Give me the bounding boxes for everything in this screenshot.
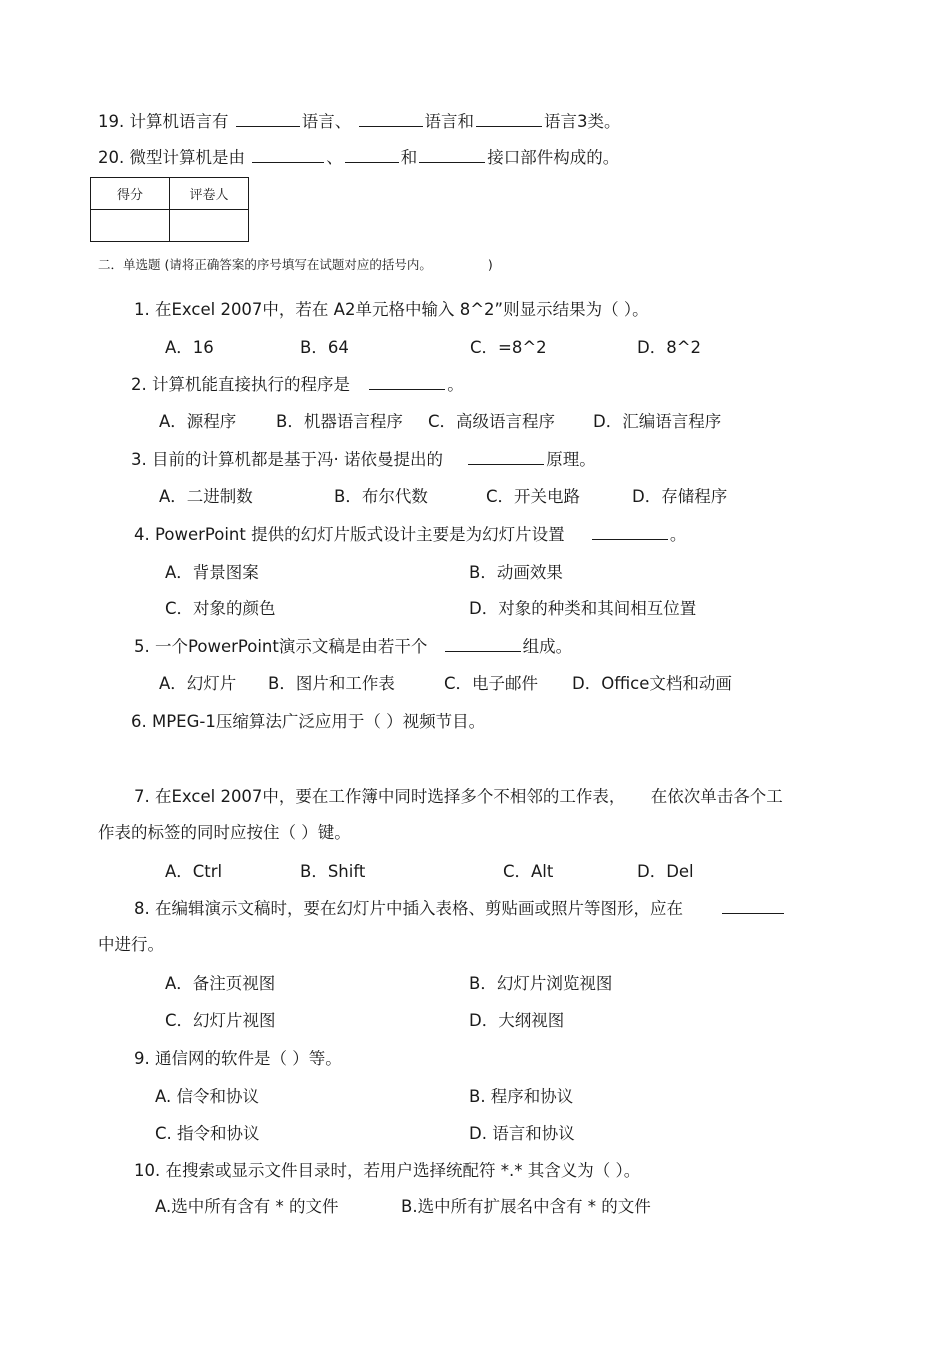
score-header: 得分: [91, 178, 170, 210]
option-d[interactable]: D．Office文档和动画: [572, 674, 732, 693]
question-20: 20. 微型计算机是由 、 和 接口部件构成的。: [98, 148, 620, 167]
option-b[interactable]: B．图片和工作表: [268, 674, 395, 693]
option-a[interactable]: A. 信令和协议: [155, 1087, 259, 1106]
question-8-line-2: 中进行。: [98, 935, 164, 954]
option-d[interactable]: D．8^2: [637, 338, 702, 357]
answer-blank[interactable]: [592, 538, 668, 540]
score-table: [90, 177, 249, 242]
option-a[interactable]: A.选中所有含有 * 的文件: [155, 1197, 339, 1216]
option-c[interactable]: C．高级语言程序: [428, 412, 556, 431]
section-title: 二．单选题 (请将正确答案的序号填写在试题对应的括号内。 ): [98, 257, 493, 272]
question-4: 4. PowerPoint 提供的幻灯片版式设计主要是为幻灯片设置 。: [134, 525, 687, 544]
question-7-line-2: 作表的标签的同时应按住（ ）键。: [98, 823, 351, 842]
answer-blank[interactable]: [419, 161, 485, 163]
option-b[interactable]: B．布尔代数: [334, 487, 428, 506]
option-c[interactable]: C．=8^2: [470, 338, 547, 357]
option-a[interactable]: A．备注页视图: [165, 974, 276, 993]
option-c[interactable]: C．Alt: [503, 862, 554, 881]
option-b[interactable]: B．64: [300, 338, 349, 357]
question-7-line-1: 7. 在Excel 2007中，要在工作簿中同时选择多个不相邻的工作表， 在依次单击各个工: [134, 787, 783, 806]
option-a[interactable]: A．源程序: [159, 412, 237, 431]
question-19: 19. 计算机语言有 语言、 语言和 语言3类。: [98, 112, 621, 131]
option-b[interactable]: B．Shift: [300, 862, 366, 881]
option-b[interactable]: B.选中所有扩展名中含有 * 的文件: [401, 1197, 651, 1216]
option-c[interactable]: C．幻灯片视图: [165, 1011, 276, 1030]
option-b[interactable]: B. 程序和协议: [469, 1087, 574, 1106]
answer-blank[interactable]: [252, 161, 324, 163]
option-b[interactable]: B．幻灯片浏览视图: [469, 974, 613, 993]
answer-blank[interactable]: [236, 125, 300, 127]
option-c[interactable]: C．对象的颜色: [165, 599, 276, 618]
option-d[interactable]: D．汇编语言程序: [593, 412, 722, 431]
grader-header: 评卷人: [170, 178, 249, 210]
option-d[interactable]: D．Del: [637, 862, 694, 881]
question-2: 2. 计算机能直接执行的程序是 。: [131, 375, 464, 394]
answer-blank[interactable]: [476, 125, 542, 127]
answer-blank[interactable]: [468, 463, 544, 465]
question-10: 10. 在搜索或显示文件目录时，若用户选择统配符 *.* 其含义为（ ）。: [134, 1161, 641, 1180]
option-c[interactable]: C．电子邮件: [444, 674, 539, 693]
option-a[interactable]: A．16: [165, 338, 214, 357]
option-c[interactable]: C. 指令和协议: [155, 1124, 260, 1143]
question-9: 9. 通信网的软件是（ ）等。: [134, 1049, 342, 1068]
option-a[interactable]: A．Ctrl: [165, 862, 223, 881]
option-b[interactable]: B．动画效果: [469, 563, 563, 582]
option-d[interactable]: D. 语言和协议: [469, 1124, 575, 1143]
answer-blank[interactable]: [359, 125, 423, 127]
option-a[interactable]: A．背景图案: [165, 563, 259, 582]
option-d[interactable]: D．存储程序: [632, 487, 728, 506]
option-b[interactable]: B．机器语言程序: [276, 412, 403, 431]
question-3: 3. 目前的计算机都是基于冯· 诺依曼提出的 原理。: [131, 450, 596, 469]
option-a[interactable]: A．幻灯片: [159, 674, 237, 693]
score-cell[interactable]: [91, 210, 170, 242]
option-c[interactable]: C．开关电路: [486, 487, 581, 506]
answer-blank[interactable]: [445, 650, 521, 652]
option-d[interactable]: D．大纲视图: [469, 1011, 565, 1030]
answer-blank[interactable]: [369, 388, 445, 390]
option-d[interactable]: D．对象的种类和其间相互位置: [469, 599, 697, 618]
question-5: 5. 一个PowerPoint演示文稿是由若干个 组成。: [134, 637, 573, 656]
answer-blank[interactable]: [722, 912, 784, 914]
grader-cell[interactable]: [170, 210, 249, 242]
question-6: 6. MPEG-1压缩算法广泛应用于（ ）视频节目。: [131, 712, 486, 731]
question-8-line-1: 8. 在编辑演示文稿时，要在幻灯片中插入表格、剪贴画或照片等图形，应在: [134, 901, 786, 918]
option-a[interactable]: A．二进制数: [159, 487, 253, 506]
question-1: 1. 在Excel 2007中，若在 A2单元格中输入 8^2”则显示结果为（ ）。: [134, 300, 649, 319]
answer-blank[interactable]: [345, 161, 399, 163]
